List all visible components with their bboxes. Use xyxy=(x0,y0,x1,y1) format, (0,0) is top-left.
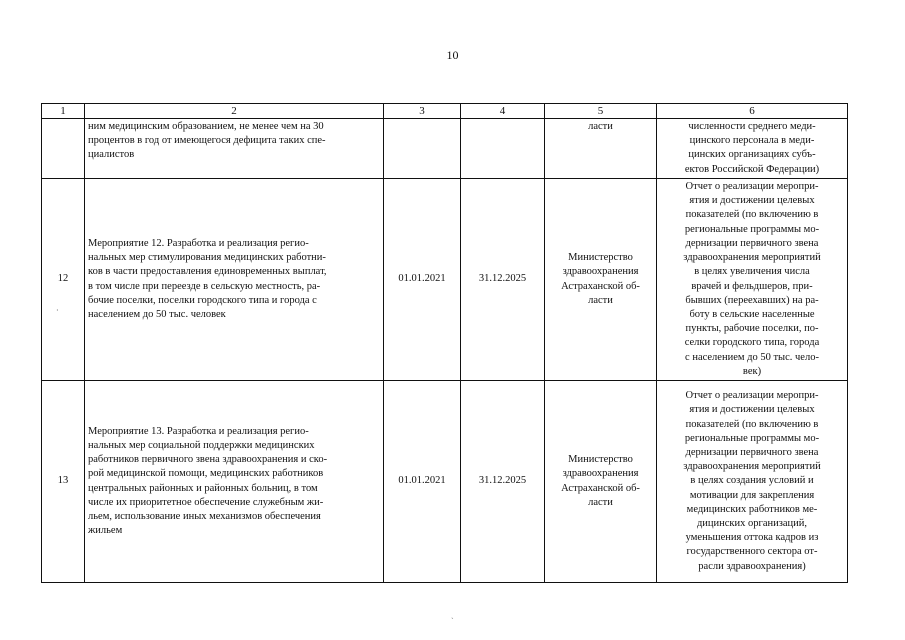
header-cell: 4 xyxy=(461,104,545,119)
result: Отчет о реализации меропри- ятия и достижении целевых показателей (по включению в региональные программы мо- дернизации первичного звена здравоохранения мероприятий в целях увеличения числа врачей и фельдшеров, при- бывших (переехавших) на ра- боту в сельские населенные пункты, рабочие поселки, по- селки городского типа, города с населением до 50 тыс. чело- век) xyxy=(657,179,848,381)
end-date: 31.12.2025 xyxy=(461,381,545,583)
header-row xyxy=(42,104,848,119)
row-number xyxy=(42,119,85,179)
executor: ласти xyxy=(545,119,657,179)
end-date: 31.12.2025 xyxy=(461,179,545,381)
scan-speck: ˏ xyxy=(451,610,454,619)
header-cell: 3 xyxy=(384,104,461,119)
row-number: 13 xyxy=(42,381,85,583)
measure-description: Мероприятие 12. Разработка и реализация регио- нальных мер стимулирования медицинских работни- ков в части предоставления единовременных выплат, в том числе при переезде в сельскую местность, ра- бочие поселки, поселки городского типа и города с населением до 50 тыс. человек xyxy=(85,179,384,381)
executor: Министерство здравоохранения Астраханской об- ласти xyxy=(545,381,657,583)
header-cell: 1 xyxy=(42,104,85,119)
end-date xyxy=(461,119,545,179)
measure-description: Мероприятие 13. Разработка и реализация регио- нальных мер социальной поддержки медицинских работников первичного звена здравоохранения и ско- рой медицинской помощи, медицинских работников центральных районных и районных больниц, в том числе их приоритетное обеспечение служебным жи- льем, использование иных механизмов обеспечения жильем xyxy=(85,381,384,583)
table-row xyxy=(42,179,848,381)
row-number: 12 xyxy=(42,179,85,381)
measures-table xyxy=(41,103,848,583)
start-date: 01.01.2021 xyxy=(384,179,461,381)
start-date: 01.01.2021 xyxy=(384,381,461,583)
executor: Министерство здравоохранения Астраханской об- ласти xyxy=(545,179,657,381)
table-row xyxy=(42,381,848,583)
table-row-continuation xyxy=(42,119,848,179)
header-cell: 6 xyxy=(657,104,848,119)
header-cell: 5 xyxy=(545,104,657,119)
measure-description: ним медицинским образованием, не менее чем на 30 процентов в год от имеющегося дефицита таких спе- циалистов xyxy=(85,119,384,179)
result: численности среднего меди- цинского персонала в меди- цинских организациях субъ- ектов Российской Федерации) xyxy=(657,119,848,179)
result: Отчет о реализации меропри- ятия и достижении целевых показателей (по включению в региональные программы мо- дернизации первичного звена здравоохранения мероприятий в целях создания условий и мотивации для закрепления медицинских работников ме- дицинских организаций, уменьшения оттока кадров из государственного сектора от- расли здравоохранения) xyxy=(657,381,848,583)
page-number: 10 xyxy=(446,48,459,62)
start-date xyxy=(384,119,461,179)
scan-speck: · xyxy=(56,306,59,315)
header-cell: 2 xyxy=(85,104,384,119)
